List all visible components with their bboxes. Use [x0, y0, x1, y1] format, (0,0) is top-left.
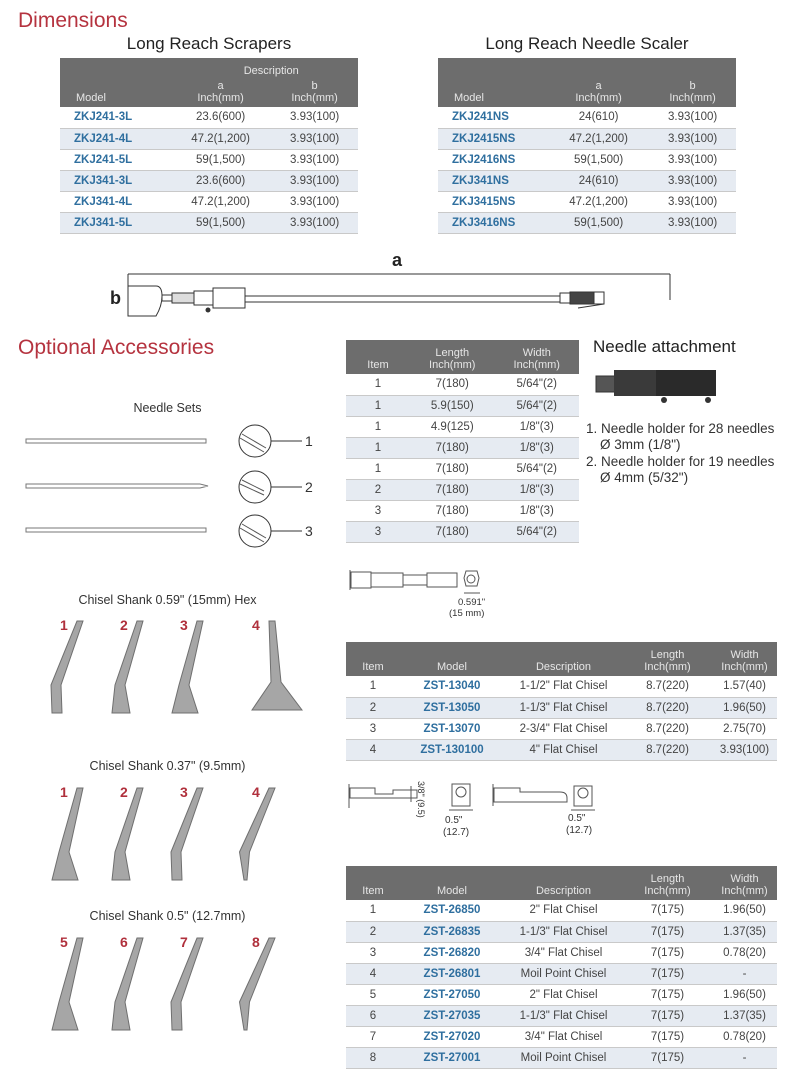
table-row [346, 458, 579, 479]
cell-length: 7(180) [410, 437, 495, 458]
cell-item: 8 [346, 1047, 400, 1068]
chisel-number: 7 [180, 934, 188, 950]
cell-b: 3.93(100) [271, 170, 358, 191]
cell-width: 1.96(50) [712, 984, 777, 1005]
cell-width: 1/8"(3) [495, 500, 580, 521]
col-item: Item [346, 866, 400, 900]
cell-length: 7(180) [410, 500, 495, 521]
table-row [346, 718, 777, 739]
chisel-number: 5 [60, 934, 68, 950]
cell-model[interactable]: ZST-26835 [400, 921, 504, 942]
cell-b: 3.93(100) [271, 191, 358, 212]
cell-width: 1.37(35) [712, 921, 777, 942]
needle-sets-caption: Needle Sets [133, 401, 202, 415]
hex-dim-mm: (15 mm) [449, 608, 485, 619]
cell-length: 8.7(220) [623, 718, 712, 739]
dimensions-title: Dimensions [18, 9, 128, 32]
cell-a: 47.2(1,200) [548, 191, 649, 212]
cell-width: 0.78(20) [712, 942, 777, 963]
col-b-unit: Inch(mm) [291, 92, 338, 104]
chisel-image [160, 615, 240, 720]
cell-a: 47.2(1,200) [548, 128, 649, 149]
cell-b: 3.93(100) [271, 107, 358, 128]
cell-desc: 3/4" Flat Chisel [504, 942, 623, 963]
cell-item: 3 [346, 500, 410, 521]
col-width-label: Width [522, 347, 551, 359]
col-length [623, 642, 712, 676]
needle-3 [26, 515, 302, 547]
cell-width: - [712, 1047, 777, 1068]
table-row [60, 128, 358, 149]
cell-desc: 1-1/3" Flat Chisel [504, 1005, 623, 1026]
cell-item: 1 [346, 395, 410, 416]
chisel-number: 4 [252, 617, 260, 633]
cell-model[interactable]: ZKJ241-3L [60, 107, 170, 128]
shank-drawings [345, 780, 615, 812]
chisel-number: 3 [180, 617, 188, 633]
cell-item: 7 [346, 1026, 400, 1047]
hex-shank-drawing [345, 566, 485, 596]
cell-width: 0.78(20) [712, 1026, 777, 1047]
col-length-unit: Inch(mm) [644, 661, 691, 673]
col-item: Item [346, 340, 410, 374]
needle-1 [26, 425, 302, 457]
cell-item: 6 [346, 1005, 400, 1026]
col-length [410, 340, 495, 374]
col-description: Description [504, 866, 623, 900]
col-b-label: b [311, 80, 318, 92]
needle-note-1 [586, 421, 774, 453]
cell-model[interactable]: ZST-27050 [400, 984, 504, 1005]
cell-length: 4.9(125) [410, 416, 495, 437]
cell-b: 3.93(100) [649, 128, 736, 149]
table-row [346, 942, 777, 963]
scrapers-table [60, 58, 358, 234]
cell-length: 7(175) [623, 900, 712, 921]
cell-length: 7(175) [623, 984, 712, 1005]
chisel-image [160, 932, 240, 1037]
shank-side-dim [416, 781, 426, 818]
cell-model[interactable]: ZKJ2415NS [438, 128, 548, 149]
col-length [623, 866, 712, 900]
col-length-label: Length [650, 649, 685, 661]
chisel-number: 1 [60, 617, 68, 633]
chisel-image [160, 782, 240, 887]
needle-note-1-text: 1. Needle holder for 28 needles [586, 421, 775, 436]
col-model: Model [400, 866, 504, 900]
col-length-label: Length [435, 347, 470, 359]
cell-length: 7(175) [623, 921, 712, 942]
table-row [346, 416, 579, 437]
cell-model[interactable]: ZKJ3416NS [438, 212, 548, 233]
needle-note-2-text: 2. Needle holder for 19 needles [586, 454, 775, 469]
cell-length: 8.7(220) [623, 697, 712, 718]
col-width [712, 866, 777, 900]
chisel-image [232, 615, 312, 720]
table-row [60, 212, 358, 233]
cell-model[interactable]: ZST-26850 [400, 900, 504, 921]
cell-model[interactable]: ZST-130100 [400, 739, 504, 760]
table-row [346, 479, 579, 500]
col-width [712, 642, 777, 676]
col-model: Model [400, 642, 504, 676]
col-width-unit: Inch(mm) [513, 359, 560, 371]
table-row [346, 437, 579, 458]
cell-b: 3.93(100) [649, 107, 736, 128]
cell-a: 47.2(1,200) [170, 191, 271, 212]
chisel-image [232, 932, 312, 1037]
col-group-description: Description [243, 65, 299, 77]
shank-side-inch: 3/8" [416, 781, 426, 797]
cell-model[interactable]: ZST-13050 [400, 697, 504, 718]
cell-item: 1 [346, 458, 410, 479]
needle-callout-1: 1 [305, 433, 313, 449]
cell-a: 59(1,500) [170, 149, 271, 170]
cell-width: 1/8"(3) [495, 437, 580, 458]
cell-desc: Moil Point Chisel [504, 1047, 623, 1068]
chisel-number: 3 [180, 784, 188, 800]
cell-item: 2 [346, 697, 400, 718]
shank-side-mm: (9.5) [416, 799, 426, 818]
table-row [438, 170, 736, 191]
col-a-unit: Inch(mm) [575, 92, 622, 104]
table-row [346, 697, 777, 718]
cell-item: 3 [346, 521, 410, 542]
col-a [170, 58, 299, 107]
dimension-b-label: b [110, 288, 121, 308]
needle-sets-drawing [20, 420, 320, 555]
table-row [438, 107, 736, 128]
cell-desc: Moil Point Chisel [504, 963, 623, 984]
chisel-number: 6 [120, 934, 128, 950]
cell-desc: 1-1/3" Flat Chisel [504, 921, 623, 942]
col-a-label: a [217, 80, 224, 92]
col-length-unit: Inch(mm) [644, 885, 691, 897]
cell-length: 7(180) [410, 521, 495, 542]
chisel-group-2-caption: Chisel Shank 0.37" (9.5mm) [89, 759, 246, 773]
cell-length: 7(180) [410, 458, 495, 479]
chisel-number: 8 [252, 934, 260, 950]
cell-b: 3.93(100) [649, 149, 736, 170]
cell-item: 1 [346, 676, 400, 697]
cell-length: 8.7(220) [623, 739, 712, 760]
dimension-a-label: a [392, 250, 403, 270]
chisel-number: 1 [60, 784, 68, 800]
cell-b: 3.93(100) [649, 212, 736, 233]
cell-model[interactable]: ZST-13040 [400, 676, 504, 697]
needle-attachment-image [596, 368, 731, 408]
col-a [548, 58, 649, 107]
table-row [346, 395, 579, 416]
cell-b: 3.93(100) [271, 149, 358, 170]
cell-model[interactable]: ZKJ241-5L [60, 149, 170, 170]
table-row [346, 921, 777, 942]
chisel-table-1 [346, 642, 777, 761]
col-a-label: a [595, 80, 602, 92]
cell-a: 59(1,500) [548, 212, 649, 233]
col-width-unit: Inch(mm) [721, 885, 768, 897]
cell-length: 5.9(150) [410, 395, 495, 416]
cell-length: 7(175) [623, 1026, 712, 1047]
col-length-unit: Inch(mm) [429, 359, 476, 371]
col-description: Description [504, 642, 623, 676]
chisel-group-3-caption: Chisel Shank 0.5" (12.7mm) [89, 909, 246, 923]
cell-model[interactable]: ZST-27001 [400, 1047, 504, 1068]
cell-model[interactable]: ZST-27035 [400, 1005, 504, 1026]
chisel-table-2 [346, 866, 777, 1069]
needle-callout-3: 3 [305, 523, 313, 539]
hex-dim-inch: 0.591" [458, 597, 486, 608]
col-width-label: Width [730, 873, 759, 885]
table-row [438, 128, 736, 149]
table-row [346, 984, 777, 1005]
needle-note-1-size: Ø 3mm (1/8") [600, 437, 681, 452]
table-row [346, 521, 579, 542]
cell-model[interactable]: ZKJ241NS [438, 107, 548, 128]
cell-item: 3 [346, 942, 400, 963]
cell-desc: 4" Flat Chisel [504, 739, 623, 760]
cell-length: 7(175) [623, 942, 712, 963]
table-row [438, 191, 736, 212]
cell-model[interactable]: ZST-26820 [400, 942, 504, 963]
cell-item: 5 [346, 984, 400, 1005]
cell-item: 3 [346, 718, 400, 739]
cell-b: 3.93(100) [271, 212, 358, 233]
needle-scaler-table [438, 58, 736, 234]
cell-desc: 2" Flat Chisel [504, 984, 623, 1005]
needle-scaler-title: Long Reach Needle Scaler [485, 34, 689, 53]
needle-2 [26, 471, 302, 503]
cell-model[interactable]: ZKJ341-5L [60, 212, 170, 233]
needle-table [346, 340, 579, 543]
cell-desc: 1-1/3" Flat Chisel [504, 697, 623, 718]
cell-a: 59(1,500) [548, 149, 649, 170]
cell-length: 8.7(220) [623, 676, 712, 697]
cell-b: 3.93(100) [649, 170, 736, 191]
cell-width: 1/8"(3) [495, 416, 580, 437]
cell-length: 7(175) [623, 1047, 712, 1068]
table-row [346, 500, 579, 521]
cell-item: 4 [346, 739, 400, 760]
col-width-label: Width [730, 649, 759, 661]
cell-width: 1.96(50) [712, 697, 777, 718]
needle-note-2 [586, 454, 774, 486]
table-row [60, 191, 358, 212]
col-b-label: b [689, 80, 696, 92]
cell-model[interactable]: ZKJ341-3L [60, 170, 170, 191]
cell-length: 7(180) [410, 374, 495, 395]
needle-attachment-title: Needle attachment [593, 337, 736, 356]
table-row [346, 1047, 777, 1068]
table-row [438, 149, 736, 170]
chisel-image [232, 782, 312, 887]
cell-a: 24(610) [548, 170, 649, 191]
cell-item: 1 [346, 437, 410, 458]
col-b [649, 58, 736, 107]
right-shank-dim-inch: 0.5" [568, 813, 586, 824]
table-row [60, 107, 358, 128]
cell-width: 1.37(35) [712, 1005, 777, 1026]
table-row [438, 212, 736, 233]
cell-width: 2.75(70) [712, 718, 777, 739]
cell-a: 23.6(600) [170, 170, 271, 191]
needle-callout-2: 2 [305, 479, 313, 495]
cell-item: 2 [346, 921, 400, 942]
cell-model[interactable]: ZKJ3415NS [438, 191, 548, 212]
cell-length: 7(175) [623, 1005, 712, 1026]
cell-b: 3.93(100) [271, 128, 358, 149]
cell-model[interactable]: ZST-13070 [400, 718, 504, 739]
cell-b: 3.93(100) [649, 191, 736, 212]
cell-model[interactable]: ZKJ241-4L [60, 128, 170, 149]
table-row [346, 739, 777, 760]
cell-desc: 2" Flat Chisel [504, 900, 623, 921]
table-row [346, 1005, 777, 1026]
cell-length: 7(180) [410, 479, 495, 500]
col-length-label: Length [650, 873, 685, 885]
cell-item: 1 [346, 900, 400, 921]
col-width-unit: Inch(mm) [721, 661, 768, 673]
col-model: Model [438, 58, 548, 107]
cell-a: 23.6(600) [170, 107, 271, 128]
long-reach-scraper-drawing [100, 248, 680, 320]
col-b-unit: Inch(mm) [669, 92, 716, 104]
cell-a: 47.2(1,200) [170, 128, 271, 149]
cell-item: 4 [346, 963, 400, 984]
table-row [60, 170, 358, 191]
cell-width: - [712, 963, 777, 984]
chisel-number: 2 [120, 617, 128, 633]
cell-width: 1.57(40) [712, 676, 777, 697]
table-row [346, 900, 777, 921]
col-item: Item [346, 642, 400, 676]
cell-item: 2 [346, 479, 410, 500]
left-shank-dim-inch: 0.5" [445, 815, 463, 826]
cell-a: 24(610) [548, 107, 649, 128]
table-row [346, 374, 579, 395]
col-width [495, 340, 580, 374]
cell-model[interactable]: ZST-26801 [400, 963, 504, 984]
scrapers-title: Long Reach Scrapers [126, 34, 292, 53]
cell-model[interactable]: ZST-27020 [400, 1026, 504, 1047]
cell-item: 1 [346, 374, 410, 395]
cell-length: 7(175) [623, 963, 712, 984]
chisel-number: 2 [120, 784, 128, 800]
cell-width: 5/64"(2) [495, 521, 580, 542]
right-shank-dim-mm: (12.7) [566, 825, 593, 836]
col-model: Model [60, 58, 170, 107]
cell-width: 1/8"(3) [495, 479, 580, 500]
cell-width: 3.93(100) [712, 739, 777, 760]
needle-note-2-size: Ø 4mm (5/32") [600, 470, 689, 485]
cell-model[interactable]: ZKJ341-4L [60, 191, 170, 212]
chisel-number: 4 [252, 784, 260, 800]
chisel-group-1-caption: Chisel Shank 0.59" (15mm) Hex [78, 593, 257, 607]
cell-desc: 2-3/4" Flat Chisel [504, 718, 623, 739]
table-row [346, 676, 777, 697]
table-row [346, 963, 777, 984]
cell-width: 5/64"(2) [495, 458, 580, 479]
cell-item: 1 [346, 416, 410, 437]
cell-a: 59(1,500) [170, 212, 271, 233]
accessories-title: Optional Accessories [18, 336, 215, 359]
cell-desc: 1-1/2" Flat Chisel [504, 676, 623, 697]
cell-model[interactable]: ZKJ2416NS [438, 149, 548, 170]
cell-width: 5/64"(2) [495, 374, 580, 395]
col-a-unit: Inch(mm) [197, 92, 244, 104]
table-row [346, 1026, 777, 1047]
cell-desc: 3/4" Flat Chisel [504, 1026, 623, 1047]
cell-width: 1.96(50) [712, 900, 777, 921]
table-row [60, 149, 358, 170]
cell-width: 5/64"(2) [495, 395, 580, 416]
cell-model[interactable]: ZKJ341NS [438, 170, 548, 191]
left-shank-dim-mm: (12.7) [443, 827, 470, 838]
